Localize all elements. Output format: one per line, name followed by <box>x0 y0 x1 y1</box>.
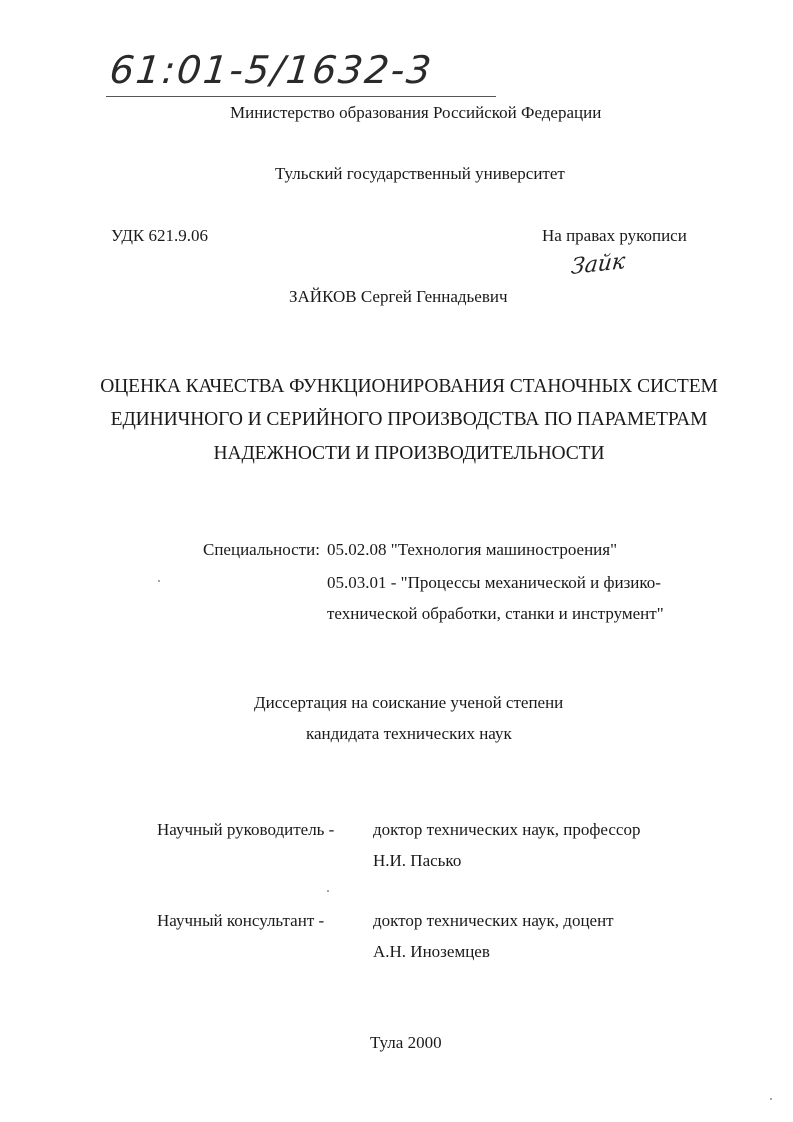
archive-number-handwritten: 61:01-5/1632-3 <box>107 48 436 92</box>
author-name: ЗАЙКОВ Сергей Геннадьевич <box>289 287 508 306</box>
dissertation-line-2: кандидата технических наук <box>306 724 512 743</box>
specialty-second-line-1: 05.03.01 - "Процессы механической и физико- <box>327 573 661 592</box>
specialty-second-line-2: технической обработки, станки и инструмент" <box>327 604 664 623</box>
manuscript-rights: На правах рукописи <box>542 226 687 245</box>
thesis-title-line-1: ОЦЕНКА КАЧЕСТВА ФУНКЦИОНИРОВАНИЯ СТАНОЧНЫХ СИСТЕМ <box>100 376 718 397</box>
dissertation-line-1: Диссертация на соискание ученой степени <box>254 693 564 712</box>
city-year: Тула 2000 <box>370 1033 442 1052</box>
supervisor-name: Н.И. Пасько <box>373 851 462 870</box>
specialties-label: Специальности: <box>203 540 320 559</box>
supervisor-degree: доктор технических наук, профессор <box>373 820 641 839</box>
specialty-first: 05.02.08 "Технология машиностроения" <box>327 540 618 559</box>
scan-speck <box>770 1098 772 1100</box>
consultant-name: А.Н. Иноземцев <box>373 942 490 961</box>
consultant-degree: доктор технических наук, доцент <box>373 911 614 930</box>
ministry-name: Министерство образования Российской Федерации <box>230 103 602 122</box>
consultant-label: Научный консультант - <box>157 911 325 930</box>
thesis-title-line-2: ЕДИНИЧНОГО И СЕРИЙНОГО ПРОИЗВОДСТВА ПО ПАРАМЕТРАМ <box>110 409 708 430</box>
scan-speck <box>158 580 160 582</box>
archive-underline <box>106 96 496 97</box>
udk-code: УДК 621.9.06 <box>111 226 209 245</box>
thesis-title-line-3: НАДЕЖНОСТИ И ПРОИЗВОДИТЕЛЬНОСТИ <box>213 443 605 464</box>
scan-speck <box>327 890 329 892</box>
university-name: Тульский государственный университет <box>275 164 565 183</box>
author-signature: Зайк <box>569 248 627 281</box>
supervisor-label: Научный руководитель - <box>157 820 335 839</box>
